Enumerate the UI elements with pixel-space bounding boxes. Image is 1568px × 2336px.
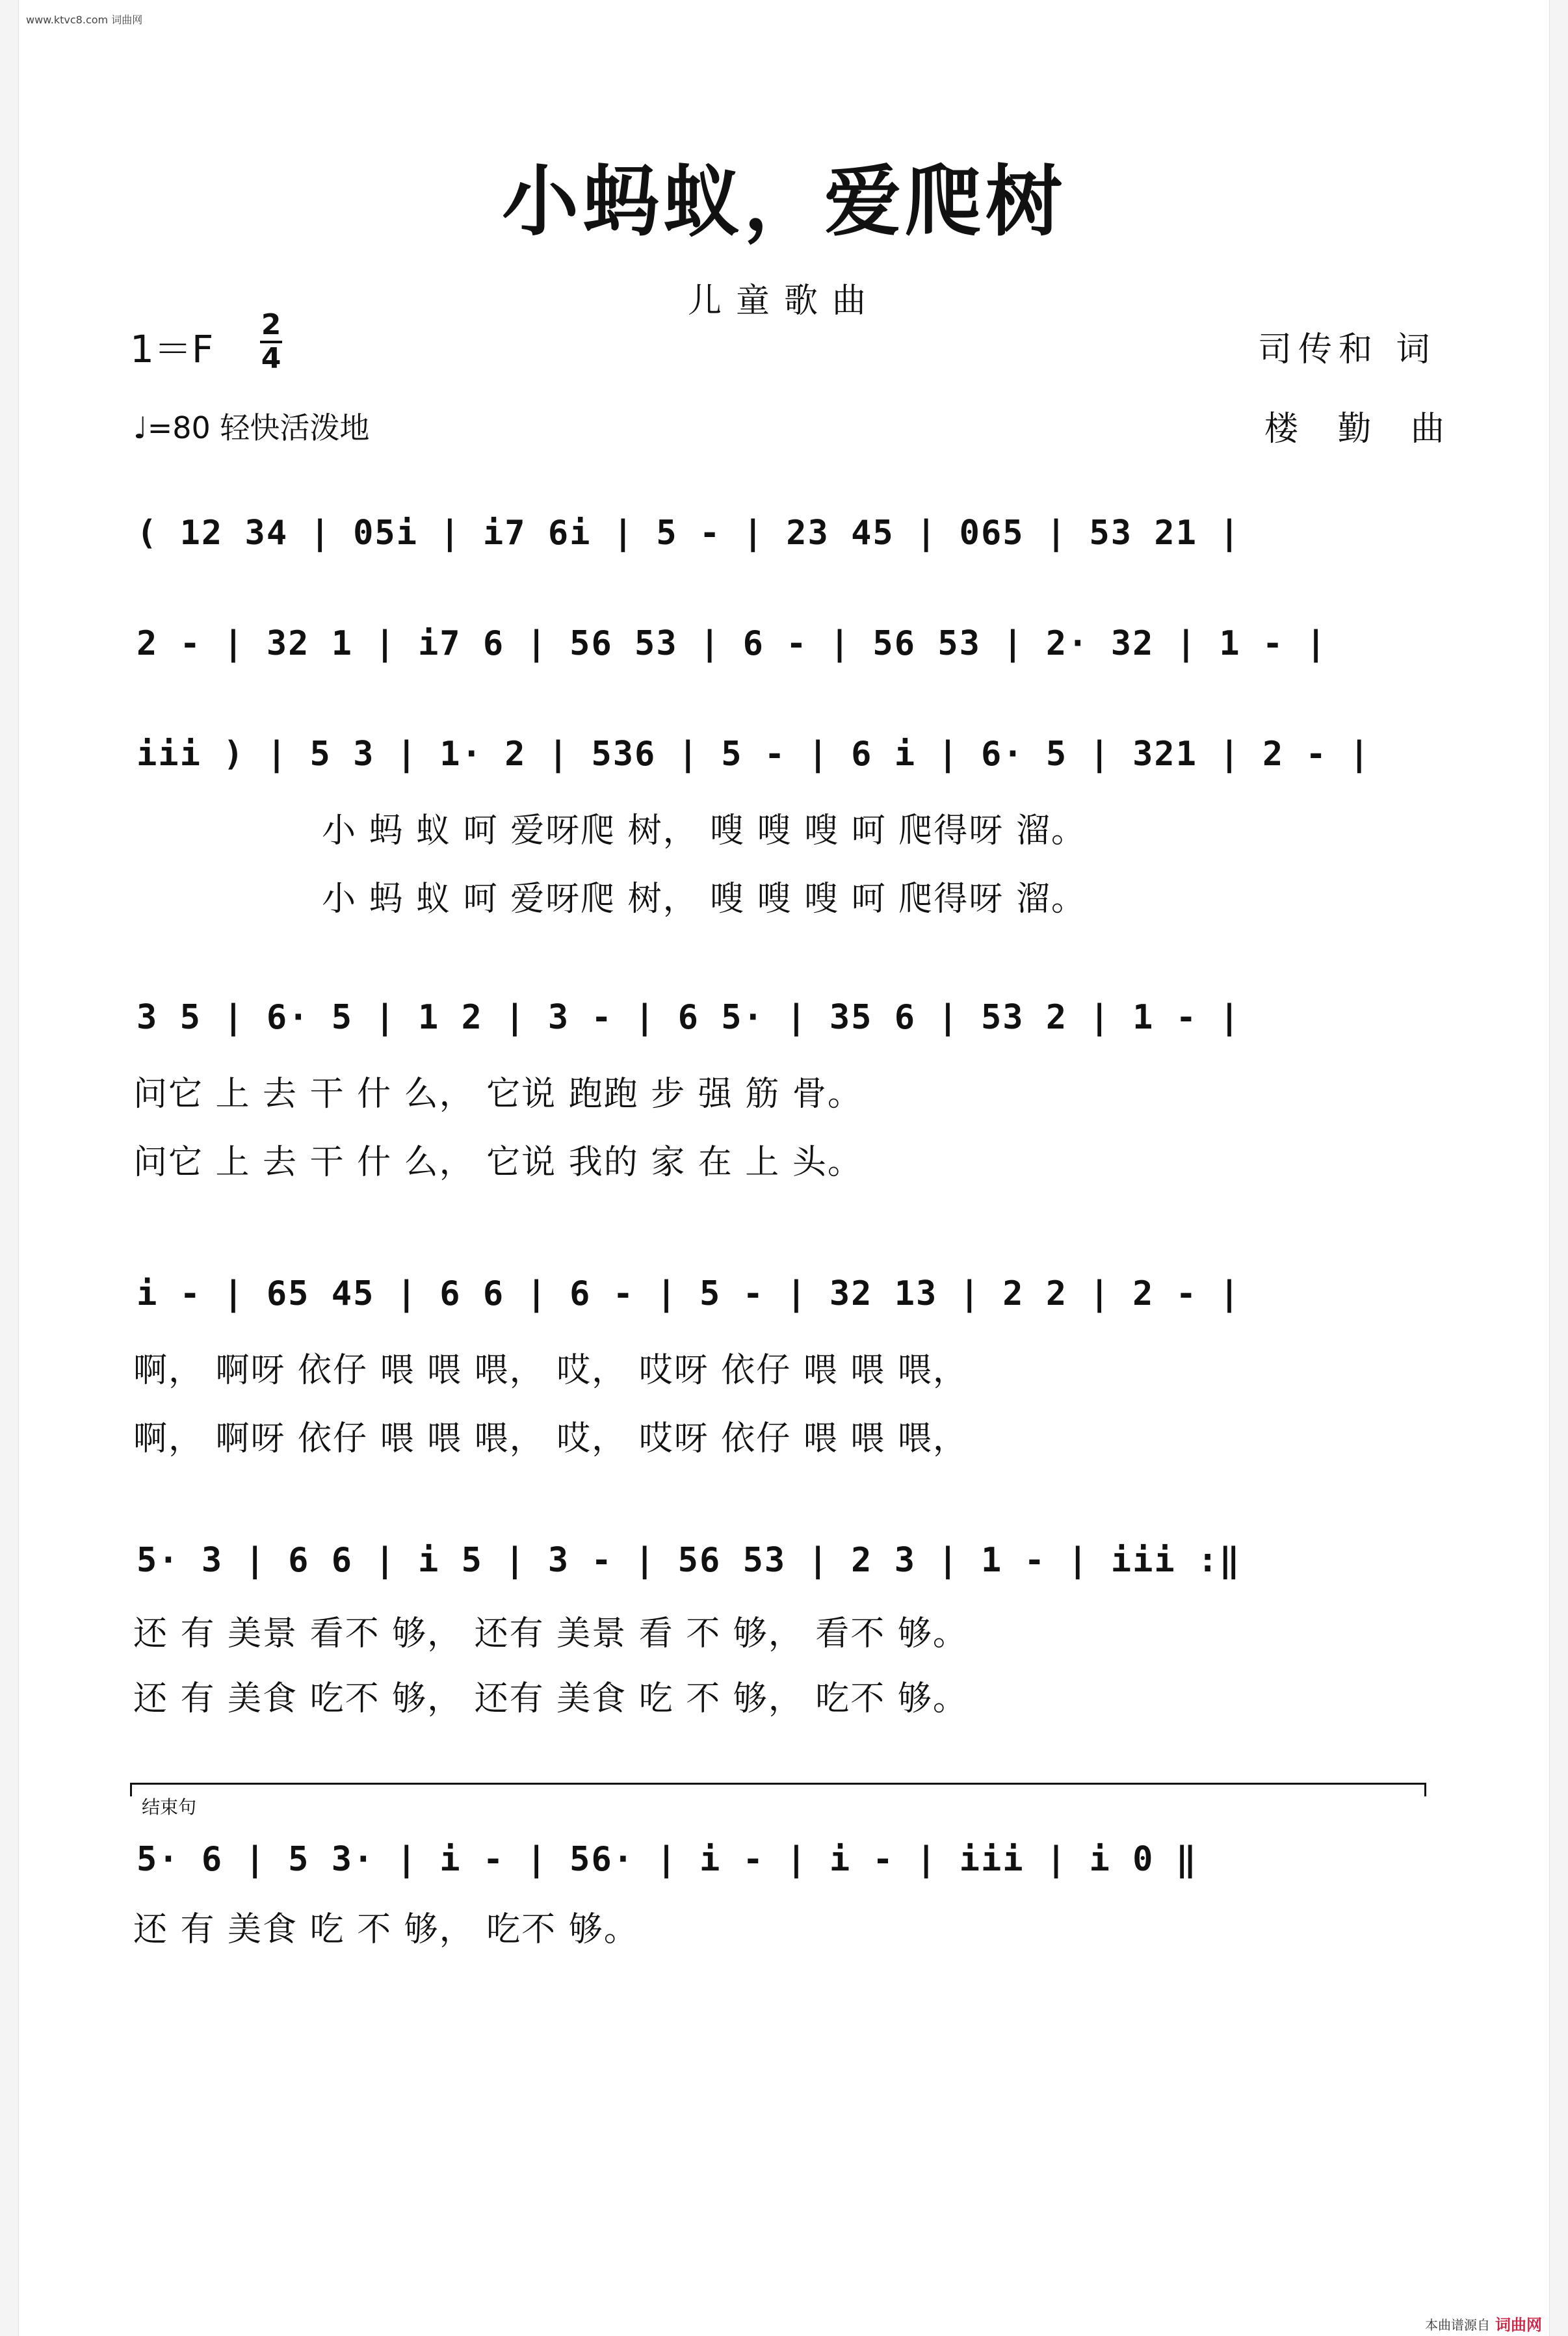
footer-note: 本曲谱源自 — [1425, 2317, 1490, 2333]
lyric-line-6-verse-1: 还 有 美景 看不 够， 还有 美景 看 不 够， 看不 够。 — [133, 1614, 968, 1653]
song-subtitle: 儿童歌曲 — [687, 282, 880, 321]
score-line-4: 3 5 | 6· 5 | 1 2 | 3 - | 6 5· | 35 6 | 53 2 | 1 - | — [137, 998, 1241, 1037]
lyric-line-3-verse-1: 小 蚂 蚁 呵 爱呀爬 树， 嗖 嗖 嗖 呵 爬得呀 溜。 — [322, 811, 1086, 850]
score-line-1: ( 12 34 | 05i | i7 6i | 5 - | 23 45 | 065 | 53 21 | — [137, 514, 1241, 553]
lyric-line-7: 还 有 美食 吃 不 够， 吃不 够。 — [133, 1910, 639, 1949]
time-signature-top: 2 — [261, 308, 281, 341]
lyric-line-4-verse-1: 问它 上 去 干 什 么， 它说 跑跑 步 强 筋 骨。 — [133, 1075, 863, 1114]
page-right-border — [1549, 0, 1568, 2336]
lyric-line-5-verse-1: 啊， 啊呀 依仔 喂 喂 喂， 哎， 哎呀 依仔 喂 喂 喂， — [133, 1351, 968, 1390]
score-line-7: 5· 6 | 5 3· | i - | 56· | i - | i - | iii | i 0 ‖ — [137, 1840, 1198, 1879]
score-line-6: 5· 3 | 6 6 | i 5 | 3 - | 56 53 | 2 3 | 1 - | iii :‖ — [137, 1541, 1241, 1580]
page-left-border — [0, 0, 19, 2336]
score-line-3: iii ) | 5 3 | 1· 2 | 536 | 5 - | 6 i | 6· 5 | 321 | 2 - | — [137, 735, 1371, 774]
source-tag: www.ktvc8.com 词曲网 — [26, 14, 143, 26]
lyric-line-6-verse-2: 还 有 美食 吃不 够， 还有 美食 吃 不 够， 吃不 够。 — [133, 1679, 968, 1718]
time-signature — [260, 308, 282, 375]
ending-label: 结束句 — [142, 1796, 197, 1818]
song-title: 小蚂蚁，爱爬树 — [501, 156, 1066, 246]
footer-site-logo: 词曲网 — [1495, 2316, 1542, 2334]
composer-credit: 楼 勤 曲 — [1264, 410, 1459, 449]
time-signature-bottom: 4 — [261, 342, 281, 375]
lyricist-credit: 司传和 词 — [1258, 330, 1437, 369]
score-line-2: 2 - | 32 1 | i7 6 | 56 53 | 6 - | 56 53 | 2· 32 | 1 - | — [137, 624, 1327, 663]
key-signature: 1＝F — [130, 327, 214, 371]
tempo-marking: ♩=80 轻快活泼地 — [133, 410, 370, 445]
score-line-5: i - | 65 45 | 6 6 | 6 - | 5 - | 32 13 | 2 2 | 2 - | — [137, 1274, 1241, 1313]
lyric-line-4-verse-2: 问它 上 去 干 什 么， 它说 我的 家 在 上 头。 — [133, 1143, 863, 1182]
lyric-line-5-verse-2: 啊， 啊呀 依仔 喂 喂 喂， 哎， 哎呀 依仔 喂 喂 喂， — [133, 1419, 968, 1458]
ending-bracket — [130, 1783, 1426, 1796]
lyric-line-3-verse-2: 小 蚂 蚁 呵 爱呀爬 树， 嗖 嗖 嗖 呵 爬得呀 溜。 — [322, 880, 1086, 919]
